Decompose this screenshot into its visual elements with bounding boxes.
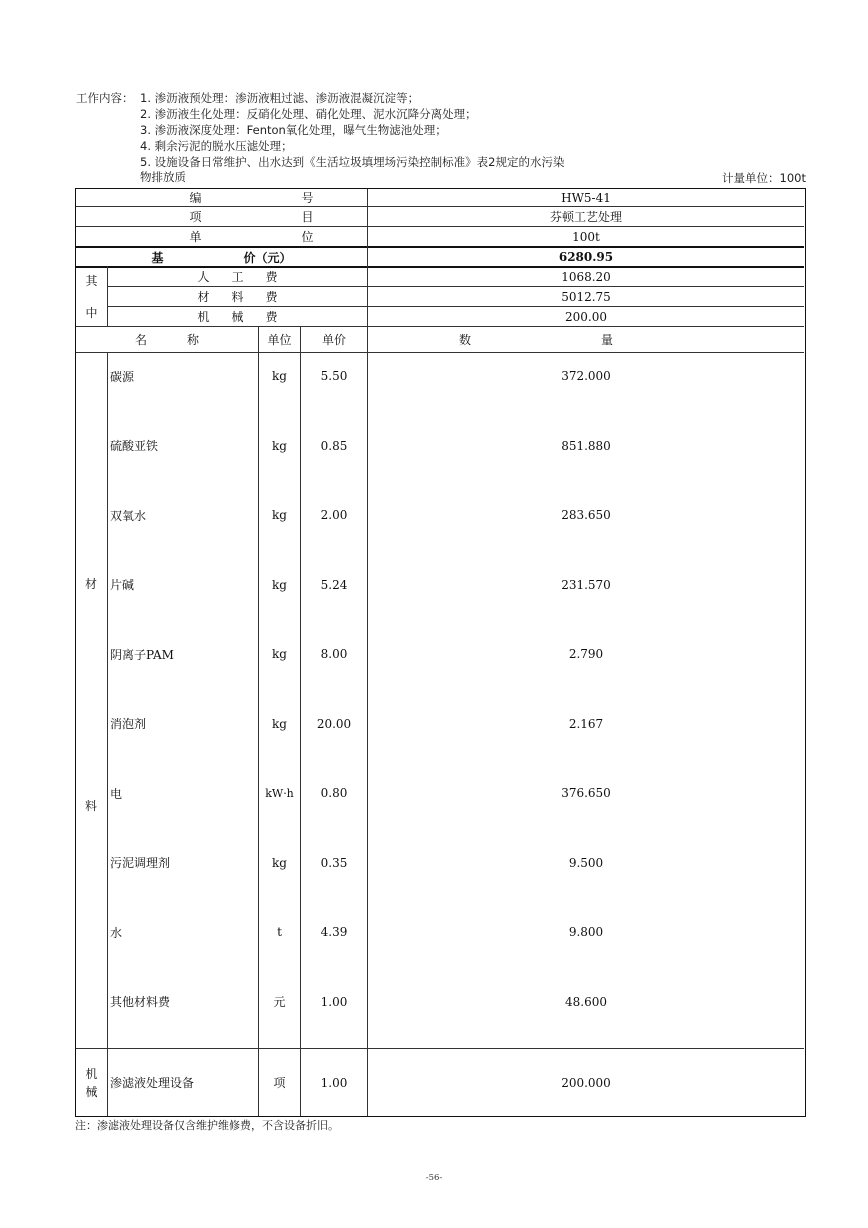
table-row (76, 770, 804, 839)
material-quantity: 283.650 (561, 508, 611, 522)
machinery-quantity: 200.000 (561, 1075, 611, 1090)
column-header-name (76, 327, 258, 352)
label-char: 项 (189, 210, 202, 224)
material-quantity: 851.880 (561, 438, 611, 453)
material-unit: kg (272, 369, 287, 383)
unit-label (76, 227, 367, 246)
label-char: 械 (231, 310, 244, 324)
material-quantity: 9.800 (568, 925, 604, 939)
material-price: 4.39 (320, 925, 348, 939)
material-quantity: 2.167 (568, 716, 604, 731)
material-quantity: 376.650 (561, 786, 611, 800)
material-price: 5.50 (320, 369, 348, 383)
machinery-cost-label (108, 307, 367, 326)
material-name: 消泡剂 (110, 717, 147, 731)
column-header-price: 单价 (321, 333, 346, 347)
material-unit: t (277, 925, 282, 939)
work-content-line: 2. 渗沥液生化处理：反硝化处理、硝化处理、泥水沉降分离处理； (140, 107, 477, 121)
machinery-cost-value: 200.00 (565, 309, 607, 324)
material-unit: kg (272, 508, 287, 522)
material-price: 5.24 (320, 577, 348, 592)
work-content-line: 5. 设施设备日常维护、出水达到《生活垃圾填埋场污染控制标准》表2规定的水污染 (140, 155, 565, 169)
material-unit: kg (272, 716, 287, 731)
label-char: 料 (85, 799, 98, 813)
material-name: 其他材料费 (110, 995, 171, 1009)
label-char: 称 (187, 333, 200, 347)
label-char: 号 (301, 191, 314, 205)
work-content-label: 工作内容： (76, 91, 134, 105)
material-quantity: 231.570 (561, 577, 611, 592)
label-char: 位 (301, 230, 314, 244)
material-quantity: 9.500 (568, 855, 604, 870)
material-name: 污泥调理剂 (110, 856, 171, 870)
label-char: 量 (601, 333, 614, 347)
material-name: 片碱 (110, 578, 135, 592)
label-char: 费 (265, 270, 278, 284)
work-content-line: 4. 剩余污泥的脱水压滤处理； (140, 139, 293, 153)
code-label (76, 189, 367, 206)
label-char: 机 (197, 310, 210, 324)
table-row (76, 562, 804, 631)
label-char: 料 (231, 290, 244, 304)
machinery-name: 渗滤液处理设备 (110, 1076, 195, 1090)
base-price-value: 6280.95 (558, 250, 614, 264)
label-char: 费 (265, 310, 278, 324)
label-char: 基 (151, 250, 164, 265)
base-price-label (76, 248, 367, 266)
label-char: 工 (231, 270, 244, 284)
material-cost-label (108, 287, 367, 306)
material-price: 0.35 (320, 855, 348, 870)
label-char: 单 (189, 230, 202, 244)
table-row (76, 979, 804, 1048)
footnote: 注：渗滤液处理设备仅含维护维修费，不含设备折旧。 (75, 1119, 339, 1132)
table-row (76, 909, 804, 978)
material-quantity: 48.600 (565, 994, 607, 1009)
material-quantity: 372.000 (561, 369, 611, 383)
machinery-unit: 项 (273, 1076, 286, 1090)
label-char: 材 (197, 290, 210, 304)
material-price: 20.00 (316, 716, 352, 731)
label-char: 材 (85, 577, 98, 591)
label-char: 价（元） (243, 250, 292, 265)
unit-value: 100t (572, 229, 600, 244)
material-price: 8.00 (320, 647, 348, 661)
measure-unit: 计量单位：100t (722, 171, 806, 185)
labor-cost-value: 1068.20 (561, 269, 611, 284)
material-cost-value: 5012.75 (561, 289, 611, 304)
material-name: 硫酸亚铁 (110, 439, 159, 453)
column-header-quantity (368, 327, 804, 352)
label-char: 名 (134, 333, 147, 347)
table-row (76, 353, 804, 422)
material-unit: kg (272, 577, 287, 592)
machinery-group-label (76, 1049, 107, 1116)
label-char: 中 (85, 305, 98, 320)
label-char: 编 (189, 191, 202, 205)
material-price: 1.00 (320, 994, 348, 1009)
label-char: 人 (197, 270, 210, 284)
label-char: 械 (85, 1084, 98, 1099)
material-price: 2.00 (320, 508, 348, 522)
material-name: 碳源 (110, 369, 135, 384)
material-name: 电 (110, 786, 123, 801)
label-char: 其 (85, 273, 98, 288)
code-value: HW5-41 (561, 190, 611, 205)
material-unit: kg (272, 647, 287, 661)
material-name: 阴离子PAM (110, 647, 174, 662)
work-content-line: 3. 渗沥液深度处理：Fenton氧化处理，曝气生物滤池处理； (140, 123, 447, 137)
label-char: 费 (265, 290, 278, 304)
material-price: 0.80 (320, 786, 348, 800)
material-name: 双氧水 (110, 508, 147, 523)
column-header-unit: 单位 (267, 333, 292, 347)
work-content-line: 物排放质 (140, 170, 186, 184)
labor-cost-label (108, 267, 367, 286)
label-char: 机 (85, 1066, 98, 1081)
material-quantity: 2.790 (568, 647, 604, 661)
material-unit: kg (272, 438, 287, 453)
machinery-price: 1.00 (320, 1075, 348, 1090)
quota-table (75, 188, 806, 1117)
material-unit: kg (272, 855, 287, 870)
material-price: 0.85 (320, 438, 348, 453)
work-content-line: 1. 渗沥液预处理：渗沥液粗过滤、渗沥液混凝沉淀等； (140, 91, 420, 105)
label-char: 数 (458, 333, 471, 347)
table-row (76, 423, 804, 492)
material-unit: kW·h (265, 786, 294, 800)
item-label (76, 207, 367, 226)
item-value: 芬顿工艺处理 (549, 210, 622, 224)
label-char: 目 (301, 210, 314, 224)
table-row (76, 840, 804, 909)
material-name: 水 (110, 925, 123, 940)
page-number: -56- (425, 1173, 443, 1183)
material-unit: 元 (273, 995, 286, 1009)
table-row (76, 492, 804, 561)
of-which-label (76, 267, 107, 326)
table-row (76, 701, 804, 770)
table-row (76, 631, 804, 700)
